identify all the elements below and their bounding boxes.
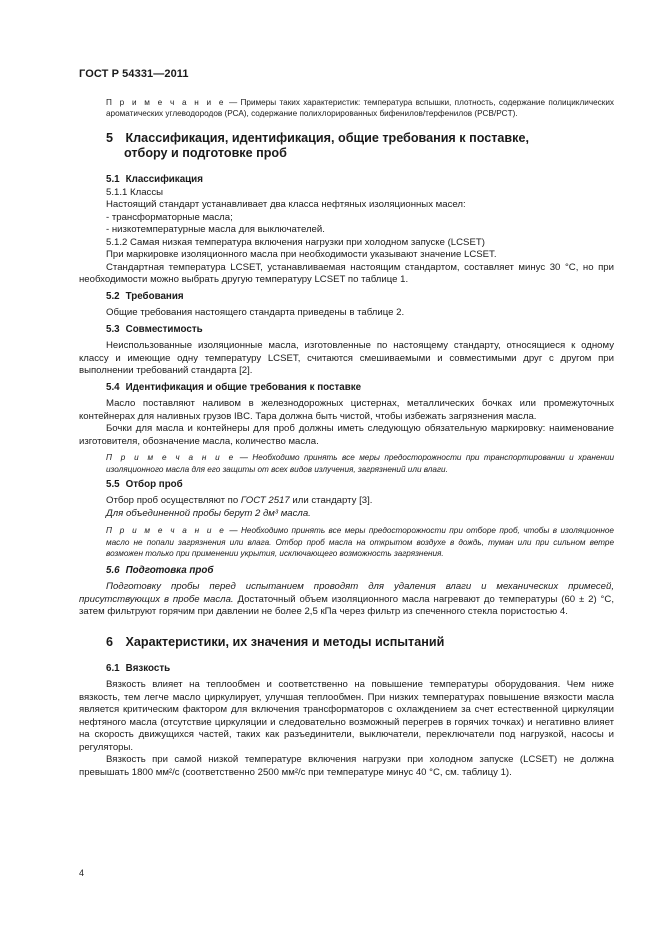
paragraph: Стандартная температура LCSET, устанавливаемая настоящим стандартом, составляет минус 30 °С, но при необходимости можно выбрать другую температуру LCSET по таблице 1. [79,261,614,286]
subsection-5-1-1: 5.1.1 Классы [106,186,164,198]
section-5-1-heading: 5.1 Классификация [106,174,203,186]
note-text: — Примеры таких характеристик: температура вспышки, плотность, содержание полициклических ароматических углеводородов (РСА), содержание полихлорированных бифенилов/терфенилов (PCB/PCT). [106,98,614,119]
section-5-heading-cont: отбору и подготовке проб [124,146,287,161]
document-body [79,96,614,779]
paragraph: Вязкость влияет на теплообмен и соответственно на повышение температуры оборудования. Чем ниже вязкость, тем легче масло циркулирует, улучшая теплообмен. При низких температурах повышение вязкости масла является критическим фактором для включения трансформаторов с охлаждением за счет естественной циркуляции нефтяного масла (отсутствие циркуляции и следовательно возможный перегрев в горячих точках) и негативно влияет на скорость движущихся частей, таких как разъединители, выключатели, переключатели под нагрузкой, насосы и регуляторы. [79,679,614,753]
paragraph: Для объединенной пробы берут 2 дм³ масла. [106,507,311,519]
paragraph: Общие требования настоящего стандарта приведены в таблице 2. [106,307,405,319]
note-sampling: П р и м е ч а н и е — Необходимо принять все меры предосторожности при отборе проб, чтобы в изоляционное масло не попали загрязнения или влага. Отбор проб масла на открытом воздухе в дождь, туман или при сильном ветре возможен только при применении укрытия, исключающего возможность загрязнения. [106,526,614,558]
section-5-6-heading: 5.6 Подготовка проб [106,564,214,576]
section-5-2-heading: 5.2 Требования [106,290,184,302]
section-5-4-heading: 5.4 Идентификация и общие требования к поставке [106,381,362,393]
section-5-heading: 5 Классификация, идентификация, общие требования к поставке, [106,131,529,146]
paragraph: Масло поставляют наливом в железнодорожных цистернах, металлических бочках или промежуточных контейнерах для наливных грузов IBC. Тара должна быть чистой, чтобы избежать загрязнения масла. [79,398,614,422]
paragraph: Неиспользованные изоляционные масла, изготовленные по настоящему стандарту, относящиеся к одному классу и имеющие одну температуру LCSET, считаются смешиваемыми и совместимыми друг с другом при выполнении требований стандарта [2]. [79,340,614,377]
paragraph: Настоящий стандарт устанавливает два класса нефтяных изоляционных масел: [106,199,466,211]
note-storage: П р и м е ч а н и е — Необходимо принять все меры предосторожности при транспортировании и хранении изоляционного масла для его защиты от всех видов излучения, загрязнений или влаги. [106,453,615,474]
paragraph: При маркировке изоляционного масла при необходимости указывают значение LCSET. [106,249,497,261]
document-header: ГОСТ Р 54331—2011 [79,68,189,80]
section-5-3-heading: 5.3 Совместимость [106,323,203,335]
paragraph: Вязкость при самой низкой температуре включения нагрузки при холодном запуске (LCSET) не должна превышать 1800 мм²/с (соответственно 2500 мм²/с при температуре минус 40 °С, см. таблицу 1). [79,754,614,778]
list-item: - низкотемпературные масла для выключателей. [106,224,325,236]
note-characteristics [79,97,614,119]
paragraph: Подготовку пробы перед испытанием проводят для удаления влаги и механических примесей, присутствующих в пробе масла. Достаточный объем изоляционного масла нагревают до температуры (60 ± 2) °С, затем фильтруют горячим при давлении не более 2,5 кПа через фильтр из спеченного стекла пористостью 4. [79,581,614,618]
section-6-1-heading: 6.1 Вязкость [106,662,171,674]
paragraph: Отбор проб осуществляют по ГОСТ 2517 или стандарту [3]. [106,495,373,507]
note-label: П р и м е ч а н и е [106,98,226,107]
list-item: - трансформаторные масла; [106,211,233,223]
paragraph: Бочки для масла и контейнеры для проб должны иметь следующую обязательную маркировку: наименование изготовителя, обозначение масла, количество масла. [79,423,614,447]
subsection-5-1-2: 5.1.2 Самая низкая температура включения нагрузки при холодном запуске (LCSET) [106,236,485,248]
section-6-heading: 6 Характеристики, их значения и методы испытаний [106,634,445,649]
page-number: 4 [79,868,85,878]
section-5-5-heading: 5.5 Отбор проб [106,478,183,490]
